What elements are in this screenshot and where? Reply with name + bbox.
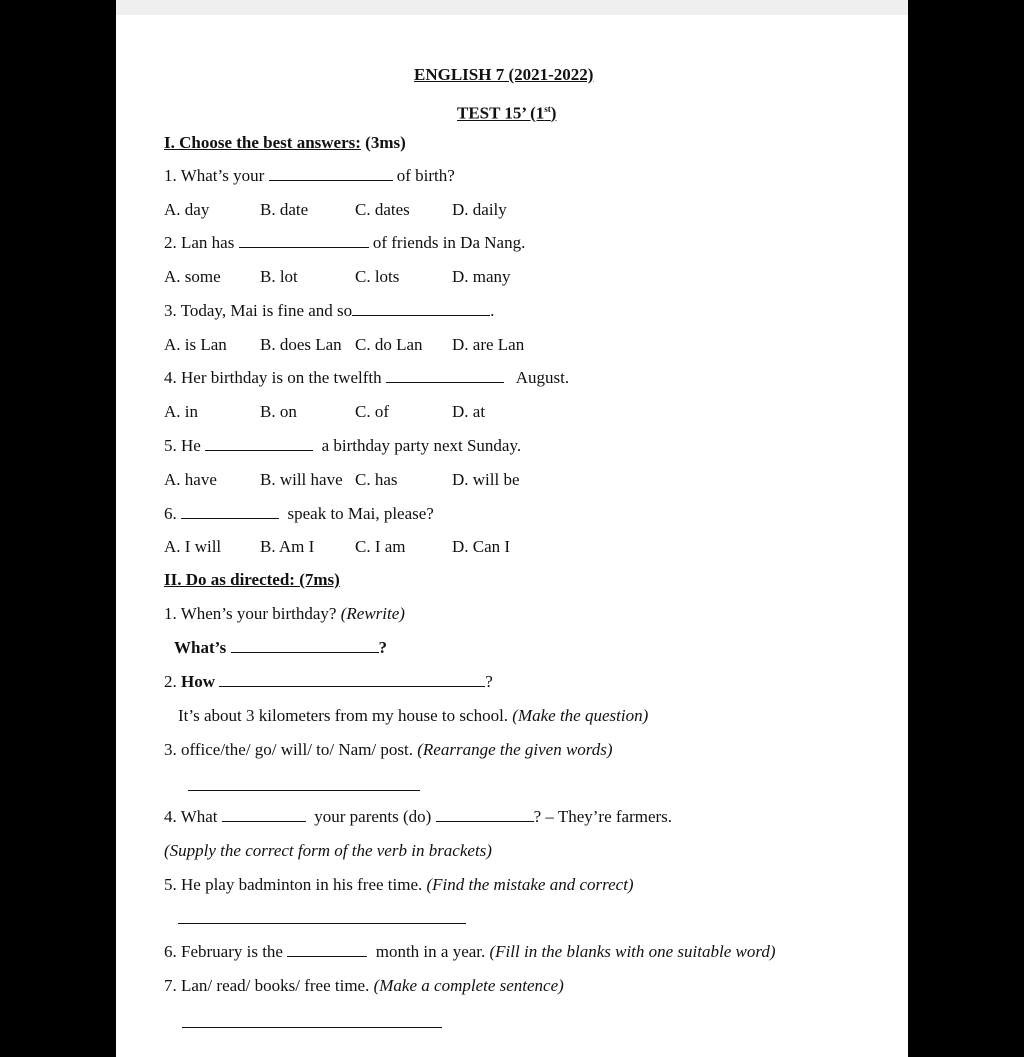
option-c[interactable]: C. dates (355, 200, 410, 219)
test-subtitle: TEST 15’ (1st) (457, 103, 557, 123)
option-a[interactable]: A. is Lan (164, 335, 227, 354)
option-d[interactable]: D. at (452, 402, 486, 421)
option-d[interactable]: D. daily (452, 200, 507, 219)
option-b[interactable]: B. on (260, 402, 297, 421)
answer-blank[interactable] (287, 942, 367, 957)
task-4: 4. What your parents (do) ? – They’re farmers. (164, 807, 673, 826)
option-d[interactable]: D. Can I (452, 537, 511, 556)
option-a[interactable]: A. I will (164, 537, 222, 556)
section2-heading: II. Do as directed: (7ms) (164, 570, 340, 589)
option-c[interactable]: C. do Lan (355, 335, 423, 354)
task-3: 3. office/the/ go/ will/ to/ Nam/ post. (Rearrange the given words) (164, 740, 613, 759)
task-4-hint: (Supply the correct form of the verb in brackets) (164, 841, 492, 860)
option-d[interactable]: D. many (452, 267, 511, 286)
answer-line[interactable] (188, 790, 420, 791)
option-b[interactable]: B. does Lan (260, 335, 342, 354)
worksheet-page (116, 0, 908, 1057)
answer-line[interactable] (182, 1027, 442, 1028)
task-2: 2. How ? (164, 672, 493, 691)
page-title: ENGLISH 7 (2021-2022) (414, 65, 594, 84)
question-1: 1. What’s your of birth? (164, 166, 455, 185)
answer-blank[interactable] (352, 301, 490, 316)
answer-line[interactable] (178, 923, 466, 924)
answer-blank[interactable] (231, 638, 379, 653)
section1-heading: I. Choose the best answers: (3ms) (164, 133, 406, 152)
option-c[interactable]: C. of (355, 402, 389, 421)
option-a[interactable]: A. day (164, 200, 210, 219)
option-d[interactable]: D. are Lan (452, 335, 525, 354)
option-c[interactable]: C. lots (355, 267, 400, 286)
option-b[interactable]: B. lot (260, 267, 298, 286)
task-5: 5. He play badminton in his free time. (Find the mistake and correct) (164, 875, 634, 894)
task-1-answer: What’s ? (174, 638, 388, 657)
answer-blank[interactable] (386, 368, 504, 383)
answer-blank[interactable] (181, 504, 279, 519)
option-b[interactable]: B. Am I (260, 537, 315, 556)
task-2-prompt: It’s about 3 kilometers from my house to school. (Make the question) (178, 706, 649, 725)
task-1: 1. When’s your birthday? (Rewrite) (164, 604, 405, 623)
question-4: 4. Her birthday is on the twelfth August. (164, 368, 570, 387)
answer-blank[interactable] (436, 807, 534, 822)
option-a[interactable]: A. some (164, 267, 221, 286)
option-a[interactable]: A. in (164, 402, 198, 421)
option-d[interactable]: D. will be (452, 470, 520, 489)
option-c[interactable]: C. has (355, 470, 398, 489)
option-b[interactable]: B. will have (260, 470, 343, 489)
question-6: 6. speak to Mai, please? (164, 504, 434, 523)
option-c[interactable]: C. I am (355, 537, 406, 556)
answer-blank[interactable] (239, 233, 369, 248)
task-6: 6. February is the month in a year. (Fill in the blanks with one suitable word) (164, 942, 776, 961)
page-top-strip (116, 0, 908, 15)
option-b[interactable]: B. date (260, 200, 309, 219)
option-a[interactable]: A. have (164, 470, 217, 489)
answer-blank[interactable] (222, 807, 306, 822)
answer-blank[interactable] (205, 436, 313, 451)
answer-blank[interactable] (219, 672, 485, 687)
question-3: 3. Today, Mai is fine and so . (164, 301, 495, 320)
question-2: 2. Lan has of friends in Da Nang. (164, 233, 526, 252)
answer-blank[interactable] (269, 166, 393, 181)
question-5: 5. He a birthday party next Sunday. (164, 436, 522, 455)
task-7: 7. Lan/ read/ books/ free time. (Make a complete sentence) (164, 976, 564, 995)
